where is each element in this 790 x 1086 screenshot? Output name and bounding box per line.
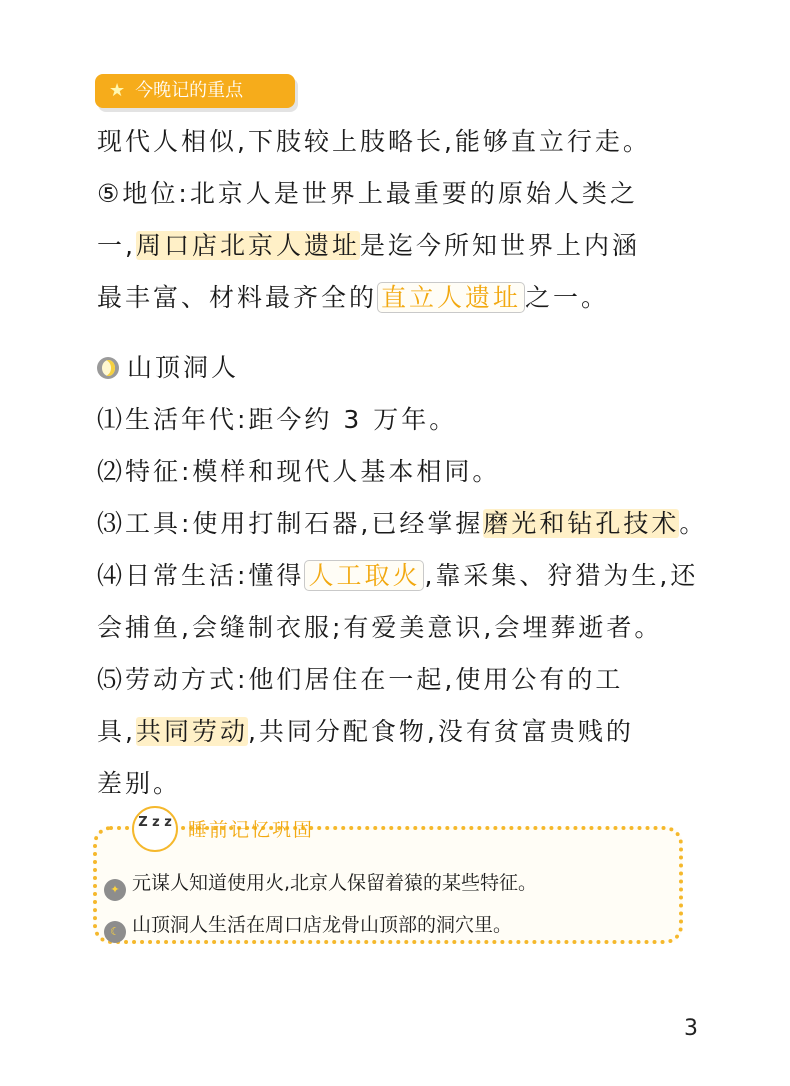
boxed-keyword: 直立人遗址 bbox=[377, 282, 525, 313]
text-line: 会捕鱼,会缝制衣服;有爱美意识,会埋葬逝者。 bbox=[97, 613, 663, 642]
text-line: ⑷日常生活:懂得 人工取火 ,靠采集、狩猎为生,还 bbox=[97, 561, 699, 590]
recall-item: ☾ 山顶洞人生活在周口店龙骨山顶部的洞穴里。 bbox=[104, 910, 512, 943]
highlight-technique: 磨光和钻孔技术 bbox=[483, 509, 680, 538]
text-line: ⑵特征:模样和现代人基本相同。 bbox=[97, 457, 501, 486]
boxed-keyword: 人工取火 bbox=[304, 560, 424, 591]
moon-icon: ☾ bbox=[104, 921, 126, 943]
text-line: ⑸劳动方式:他们居住在一起,使用公有的工 bbox=[97, 665, 624, 694]
text-line: ⑤地位:北京人是世界上最重要的原始人类之 bbox=[97, 179, 638, 208]
highlight-labor: 共同劳动 bbox=[135, 717, 248, 746]
sleep-bubble-icon: Z z z bbox=[132, 806, 178, 852]
text-line: 最丰富、材料最齐全的 直立人遗址 之一。 bbox=[97, 283, 610, 312]
text-line: 具,共同劳动,共同分配食物,没有贫富贵贱的 bbox=[97, 717, 634, 746]
star-icon: ★ bbox=[109, 80, 126, 101]
recall-item: ✦ 元谋人知道使用火,北京人保留着猿的某些特征。 bbox=[104, 868, 537, 901]
moon-icon bbox=[97, 357, 119, 379]
stars-icon: ✦ bbox=[104, 879, 126, 901]
text-line: 现代人相似,下肢较上肢略长,能够直立行走。 bbox=[97, 127, 651, 156]
text-line: 差别。 bbox=[97, 769, 182, 798]
page-number: 3 bbox=[684, 1016, 698, 1041]
key-points-tag bbox=[95, 74, 295, 108]
highlight-peking-man-site: 周口店北京人遗址 bbox=[135, 231, 360, 260]
text-line: ⑶工具:使用打制石器,已经掌握磨光和钻孔技术。 bbox=[97, 509, 708, 538]
text-line: 一,周口店北京人遗址是迄今所知世界上内涵 bbox=[97, 231, 640, 260]
tag-label: 今晚记的重点 bbox=[135, 80, 244, 101]
section-heading: 山顶洞人 bbox=[97, 348, 239, 388]
recall-title: 睡前记忆巩固 bbox=[188, 819, 315, 841]
text-line: ⑴生活年代:距今约 3 万年。 bbox=[97, 405, 458, 434]
